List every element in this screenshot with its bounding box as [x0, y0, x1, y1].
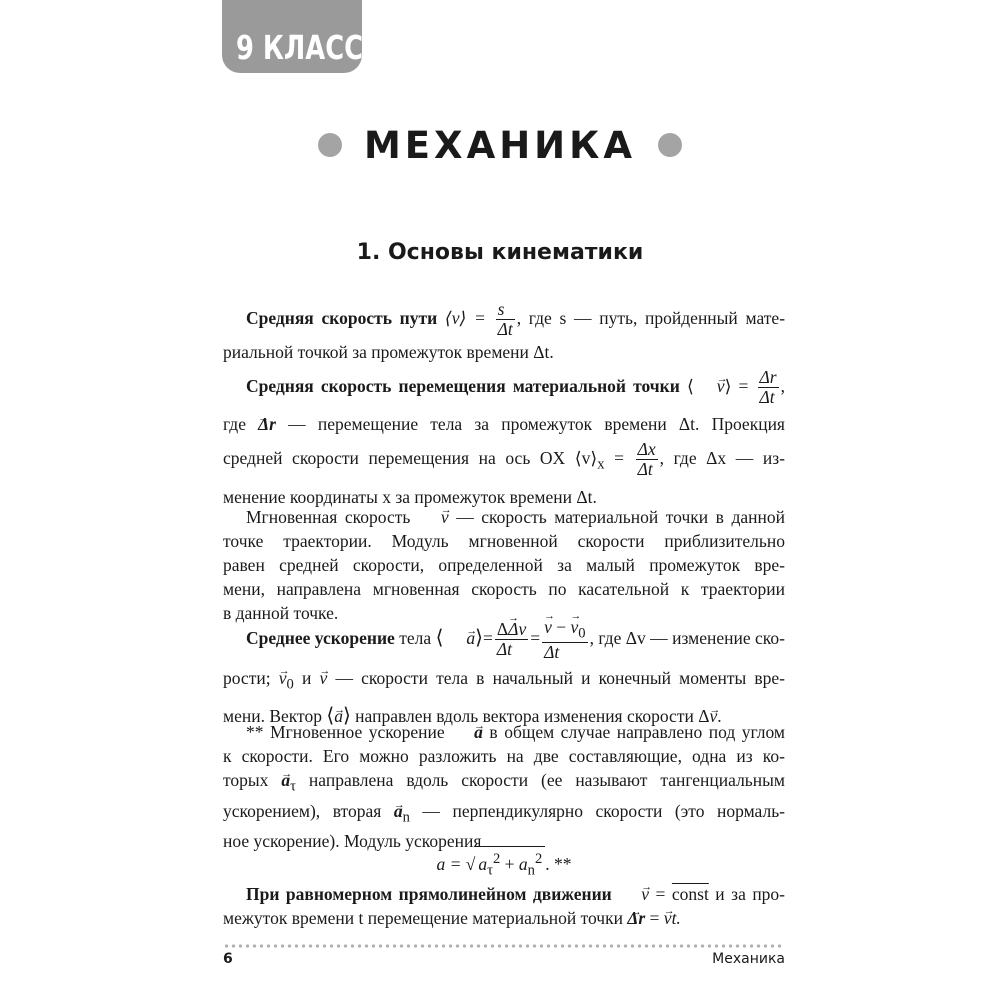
text-run: средней скорости перемещения на ось OX ⟨v⟩ — [223, 447, 598, 468]
footer-dotted-rule — [223, 944, 785, 948]
text-line: мени, направлена мгновенная скорость по касательной к траектории — [223, 579, 785, 599]
part-heading — [0, 120, 1000, 170]
text-run: — скорости тела в начальный и конечный моменты вре- — [327, 667, 785, 688]
subscript-0: 0 — [286, 676, 294, 693]
angle-open: ⟨ — [686, 375, 694, 396]
vector-a-n: → a — [394, 799, 403, 823]
paragraph-average-displacement-velocity — [223, 368, 785, 512]
paragraph-instantaneous-velocity — [223, 505, 785, 625]
term-average-path-speed: Средняя скорость пути — [246, 308, 438, 328]
text-run: направлена вдоль скорости (ее называют тангенциальным — [295, 770, 785, 790]
subscript-n: n — [402, 809, 410, 825]
fraction-dr-over-dt: $\frac{\Delta r}{\Delta t}$ — [759, 367, 777, 408]
paragraph-instantaneous-acceleration — [223, 720, 785, 853]
section-title: 1. Основы кинематики — [356, 240, 644, 265]
text-run: ускорением), вторая — [223, 800, 394, 821]
text-run: , где Δv — изменение ско- — [589, 627, 785, 648]
part-title: МЕХАНИКА — [363, 123, 637, 167]
text-line: в данной точке. — [223, 603, 339, 623]
text-run: торых — [223, 770, 282, 790]
text-run: t. — [671, 908, 681, 928]
sqrt-radicand: $a_\tau^2 + a_n^2$ — [475, 846, 545, 882]
term-uniform-motion: При равномерном прямолинейном движении — [246, 884, 612, 904]
vector-a-tau: → a — [281, 768, 290, 792]
text-run: Мгновенная скорость — [246, 507, 418, 527]
equals-sign: = — [483, 627, 493, 648]
subscript-tau: τ — [290, 778, 296, 795]
text-run: и за про- — [708, 884, 786, 904]
text-run: — перпендикулярно скорости (это нормаль- — [409, 800, 786, 821]
formula-acceleration-modulus: a = √ $a_\tau^2 + a_n^2$ . ** — [223, 846, 785, 882]
text-run: . ** — [545, 853, 572, 874]
running-head: Механика — [712, 951, 785, 967]
text-run: , где s — путь, пройденный мате- — [516, 308, 786, 328]
text-run: где — [223, 413, 259, 434]
subscript-x: x — [597, 456, 605, 472]
text-run: рости; — [223, 667, 279, 688]
vector-v: → v — [418, 505, 449, 529]
angle-close-eq: ⟩ = — [724, 375, 749, 396]
fraction-s-over-dt: $\frac{s}{\Delta t}$ — [497, 299, 513, 340]
text-run: ** Мгновенное ускорение — [246, 722, 452, 742]
text-run: мени. Вектор — [223, 706, 327, 727]
bullet-dot-right — [658, 133, 682, 157]
formula-lhs: ⟨v⟩ = — [444, 308, 486, 328]
text-run: в общем случае направлено под углом — [482, 722, 786, 742]
vector-v: → v — [618, 882, 649, 906]
term-average-velocity: Средняя скорость перемещения материальной точки — [246, 375, 680, 396]
grade-label: 9 КЛАСС — [236, 28, 363, 67]
vector-v: → v — [709, 700, 717, 732]
vector-a: → a — [443, 619, 475, 657]
text-run: межуток времени t перемещение материальной точки — [223, 908, 628, 928]
text-line: равен средней скорости, определенной за малый промежуток вре- — [223, 555, 785, 575]
text-line: ное ускорение). Модуль ускорения — [223, 831, 482, 851]
fraction-dv-over-dt: $\frac{\Delta\to \Delta v}{\Delta t}$ — [495, 620, 528, 660]
vector-v0: → v — [279, 662, 287, 694]
vector-v: → v — [320, 662, 328, 694]
formula-lhs: a = — [436, 853, 462, 874]
grade-tab — [222, 0, 362, 73]
paragraph-uniform-motion: При равномерном прямолинейном движении → v = const и за про- межуток времени t перемещение материальной точки → Δr = → vt. — [223, 882, 785, 930]
text-line: риальной точкой за промежуток времени Δt. — [223, 341, 554, 362]
page-number: 6 — [223, 951, 233, 967]
const-overline: const — [671, 884, 709, 904]
text-line: менение координаты x за промежуток времени Δt. — [223, 487, 597, 507]
fraction-dx-over-dt: $\frac{\Delta x}{\Delta t}$ — [637, 438, 656, 479]
text-run: . — [717, 706, 722, 727]
fraction-v-minus-v0: → $\frac{v - \to v_0}{\Delta t}$ — [542, 618, 587, 662]
term-average-acceleration: Среднее ускорение — [246, 627, 395, 648]
text-run: — скорость материальной точки в данной — [448, 507, 785, 527]
text-run: = — [604, 447, 624, 468]
text-run: , где Δx — из- — [659, 447, 785, 468]
vector-v: → v — [694, 369, 725, 403]
vector-a: → a — [334, 700, 343, 732]
text-run: и — [293, 667, 320, 688]
bullet-dot-left — [318, 133, 342, 157]
text-run: направлен вдоль вектора изменения скорости Δ — [350, 706, 710, 727]
text-run: — перемещение тела за промежуток времени Δt. Проекция — [275, 413, 785, 434]
vector-v: → v — [664, 906, 672, 930]
vector-dr: → Δr — [627, 906, 645, 930]
vector-dr: → Δr — [258, 408, 276, 440]
text-run: тела — [394, 627, 436, 648]
text-line: к скорости. Его можно разложить на две составляющие, одна из ко- — [223, 746, 785, 766]
text-line: точке траектории. Модуль мгновенной скорости приблизительно — [223, 531, 785, 551]
paragraph-average-acceleration: Среднее ускорение тела ⟨→ a⟩= $\frac{\Delta\to \Delta v}{\Delta t}$ = → $\frac{v - \to v_0}{\Delta t}$ , где Δv — изменение ско- рости; → $v_0$ и → v — скорости тела в начальный и конечный моменты вре- мени. Вектор ⟨→ a⟩ направлен вдоль вектора изменения скорости Δ→ v. — [223, 618, 785, 732]
paragraph-average-path-speed — [223, 300, 785, 364]
vector-a: → a — [451, 720, 483, 744]
text-run: , — [780, 375, 785, 396]
